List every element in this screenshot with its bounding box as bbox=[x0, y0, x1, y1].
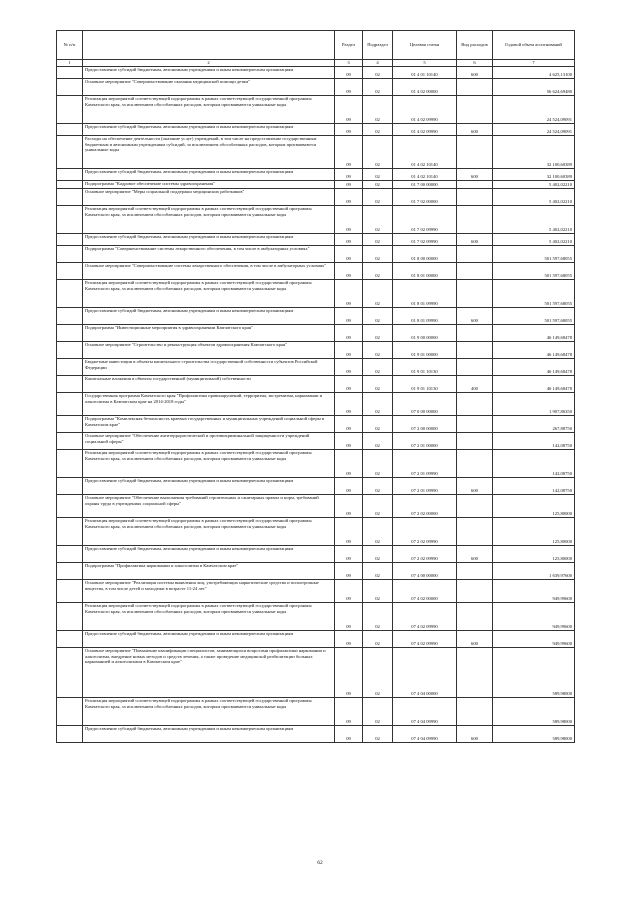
cell-subsection: 02 bbox=[363, 136, 393, 169]
cell-amount: 949,99600 bbox=[493, 631, 575, 648]
table-row bbox=[57, 280, 575, 308]
cell-subsection: 02 bbox=[363, 189, 393, 206]
cell-amount: 4 625,13100 bbox=[493, 67, 575, 79]
cell-section: 09 bbox=[335, 495, 363, 518]
table-row bbox=[57, 67, 575, 79]
cell-expense-type bbox=[457, 518, 493, 546]
cell-target-article: 07 4 02 09990 bbox=[393, 603, 457, 631]
cell-section: 09 bbox=[335, 478, 363, 495]
cell-amount: 125,80000 bbox=[493, 518, 575, 546]
cell-number bbox=[57, 124, 83, 136]
header-expense-type: Вид расходов bbox=[457, 31, 493, 60]
cell-subsection: 02 bbox=[363, 96, 393, 124]
cell-amount: 949,99600 bbox=[493, 603, 575, 631]
cell-expense-type bbox=[457, 246, 493, 263]
cell-section: 09 bbox=[335, 234, 363, 246]
cell-name: Реализация мероприятий соответствующей подпрограммы в рамках соответствующей государственной программы Камчатского края, за исключением обособленных расходов, которым присваиваются уникальные коды bbox=[83, 96, 335, 124]
table-row bbox=[57, 79, 575, 96]
cell-name: Подпрограмма "Совершенствование системы лекарственного обеспечения, в том числе в амбулаторных условиях" bbox=[83, 246, 335, 263]
cell-expense-type bbox=[457, 603, 493, 631]
cell-expense-type: 600 bbox=[457, 631, 493, 648]
cell-expense-type bbox=[457, 325, 493, 342]
cell-expense-type bbox=[457, 280, 493, 308]
cell-expense-type bbox=[457, 580, 493, 603]
cell-amount: 589,98000 bbox=[493, 726, 575, 743]
budget-table bbox=[56, 30, 575, 743]
cell-expense-type bbox=[457, 563, 493, 580]
cell-number bbox=[57, 206, 83, 234]
cell-number bbox=[57, 726, 83, 743]
cell-name: Предоставление субсидий бюджетным, автономным учреждениям и иным некоммерческим организациям bbox=[83, 169, 335, 181]
cell-expense-type bbox=[457, 698, 493, 726]
table-header-row bbox=[57, 31, 575, 60]
cell-amount: 32 100,60389 bbox=[493, 169, 575, 181]
cell-section: 09 bbox=[335, 416, 363, 433]
cell-target-article: 07 2 02 00000 bbox=[393, 495, 457, 518]
cell-number bbox=[57, 631, 83, 648]
cell-target-article: 01 9 01 10130 bbox=[393, 359, 457, 376]
table-row bbox=[57, 563, 575, 580]
table-row bbox=[57, 433, 575, 450]
cell-subsection: 02 bbox=[363, 393, 393, 416]
table-row bbox=[57, 376, 575, 393]
cell-amount: 32 100,60389 bbox=[493, 136, 575, 169]
cell-section: 09 bbox=[335, 181, 363, 189]
table-row bbox=[57, 263, 575, 280]
cell-section: 09 bbox=[335, 631, 363, 648]
cell-subsection: 02 bbox=[363, 79, 393, 96]
cell-subsection: 02 bbox=[363, 518, 393, 546]
cell-subsection: 02 bbox=[363, 495, 393, 518]
cell-section: 09 bbox=[335, 393, 363, 416]
cell-target-article: 01 7 00 00000 bbox=[393, 181, 457, 189]
cell-section: 09 bbox=[335, 450, 363, 478]
cell-section: 09 bbox=[335, 67, 363, 79]
cell-name: Основное мероприятие "Совершенствование системы лекарственного обеспечения, в том числе в амбулаторных условиях" bbox=[83, 263, 335, 280]
cell-amount: 949,99600 bbox=[493, 580, 575, 603]
cell-target-article: 01 4 02 09990 bbox=[393, 124, 457, 136]
cell-number bbox=[57, 246, 83, 263]
col-number: 7 bbox=[493, 60, 575, 67]
cell-expense-type bbox=[457, 206, 493, 234]
cell-number bbox=[57, 450, 83, 478]
cell-section: 09 bbox=[335, 169, 363, 181]
cell-target-article: 07 4 04 09990 bbox=[393, 698, 457, 726]
cell-target-article: 07 2 01 00000 bbox=[393, 433, 457, 450]
header-target-article: Целевая статья bbox=[393, 31, 457, 60]
cell-section: 09 bbox=[335, 726, 363, 743]
cell-subsection: 02 bbox=[363, 124, 393, 136]
cell-subsection: 02 bbox=[363, 450, 393, 478]
cell-name: Реализация мероприятий соответствующей подпрограммы в рамках соответствующей государственной программы Камчатского края, за исключением обособленных расходов, которым присваиваются уникальные коды bbox=[83, 603, 335, 631]
cell-subsection: 02 bbox=[363, 603, 393, 631]
cell-number bbox=[57, 393, 83, 416]
cell-subsection: 02 bbox=[363, 546, 393, 563]
cell-expense-type bbox=[457, 263, 493, 280]
cell-expense-type: 600 bbox=[457, 308, 493, 325]
cell-number bbox=[57, 342, 83, 359]
cell-number bbox=[57, 79, 83, 96]
table-row bbox=[57, 698, 575, 726]
cell-amount: 5 402,02210 bbox=[493, 189, 575, 206]
cell-section: 09 bbox=[335, 546, 363, 563]
cell-number bbox=[57, 359, 83, 376]
cell-number bbox=[57, 280, 83, 308]
cell-expense-type: 400 bbox=[457, 376, 493, 393]
cell-expense-type bbox=[457, 359, 493, 376]
cell-expense-type bbox=[457, 96, 493, 124]
cell-name: Подпрограмма "Кадровое обеспечение системы здравоохранения" bbox=[83, 181, 335, 189]
table-row bbox=[57, 580, 575, 603]
cell-section: 09 bbox=[335, 79, 363, 96]
header-subsection: Подраздел bbox=[363, 31, 393, 60]
cell-name: Предоставление субсидий бюджетным, автономным учреждениям и иным некоммерческим организациям bbox=[83, 234, 335, 246]
cell-expense-type bbox=[457, 495, 493, 518]
cell-number bbox=[57, 96, 83, 124]
col-number: 3 bbox=[335, 60, 363, 67]
cell-amount: 589,98000 bbox=[493, 698, 575, 726]
table-row bbox=[57, 726, 575, 743]
cell-expense-type: 600 bbox=[457, 67, 493, 79]
cell-section: 09 bbox=[335, 433, 363, 450]
cell-amount: 125,80000 bbox=[493, 495, 575, 518]
cell-name: Предоставление субсидий бюджетным, автономным учреждениям и иным некоммерческим организациям bbox=[83, 726, 335, 743]
cell-section: 09 bbox=[335, 376, 363, 393]
cell-name: Подпрограмма "Инвестиционные мероприятия в здравоохранении Камчатского края" bbox=[83, 325, 335, 342]
cell-subsection: 02 bbox=[363, 433, 393, 450]
cell-expense-type bbox=[457, 416, 493, 433]
cell-expense-type bbox=[457, 189, 493, 206]
cell-target-article: 01 4 02 09990 bbox=[393, 96, 457, 124]
cell-section: 09 bbox=[335, 263, 363, 280]
table-row bbox=[57, 169, 575, 181]
cell-subsection: 02 bbox=[363, 563, 393, 580]
column-number-row bbox=[57, 60, 575, 67]
cell-name: Основное мероприятие "Повышение квалификации специалистов, занимающихся вопросами профилактики наркомании и алкоголизма, внедрение новых методов и средств лечения, а также проведение медицинской реабилитации больных наркоманией и алкоголизмом в Камчатском крае" bbox=[83, 648, 335, 698]
cell-subsection: 02 bbox=[363, 67, 393, 79]
cell-number bbox=[57, 136, 83, 169]
cell-number bbox=[57, 603, 83, 631]
col-number: 2 bbox=[83, 60, 335, 67]
cell-amount: 24 524,09091 bbox=[493, 96, 575, 124]
cell-subsection: 02 bbox=[363, 726, 393, 743]
table-row bbox=[57, 181, 575, 189]
cell-target-article: 07 2 02 09990 bbox=[393, 518, 457, 546]
cell-amount: 1 639,97600 bbox=[493, 563, 575, 580]
cell-section: 09 bbox=[335, 96, 363, 124]
cell-amount: 142,08750 bbox=[493, 478, 575, 495]
cell-subsection: 02 bbox=[363, 308, 393, 325]
document-page bbox=[56, 30, 574, 743]
cell-expense-type bbox=[457, 79, 493, 96]
cell-name: Основное мероприятие "Строительство и реконструкция объектов здравоохранения Камчатского края" bbox=[83, 342, 335, 359]
cell-target-article: 01 9 00 00000 bbox=[393, 325, 457, 342]
cell-expense-type bbox=[457, 648, 493, 698]
cell-number bbox=[57, 376, 83, 393]
cell-subsection: 02 bbox=[363, 631, 393, 648]
cell-number bbox=[57, 698, 83, 726]
cell-section: 09 bbox=[335, 342, 363, 359]
cell-expense-type bbox=[457, 393, 493, 416]
cell-amount: 24 524,09091 bbox=[493, 124, 575, 136]
cell-target-article: 01 9 01 10130 bbox=[393, 376, 457, 393]
cell-name: Капитальные вложения в объекты государственной (муниципальной) собственности bbox=[83, 376, 335, 393]
cell-amount: 5 402,02210 bbox=[493, 234, 575, 246]
cell-amount: 142,08750 bbox=[493, 450, 575, 478]
cell-number bbox=[57, 308, 83, 325]
cell-name: Подпрограмма "Комплексная безопасность краевых государственных и муниципальных учреждений социальной сферы в Камчатском крае" bbox=[83, 416, 335, 433]
cell-target-article: 07 4 00 00000 bbox=[393, 563, 457, 580]
cell-number bbox=[57, 478, 83, 495]
cell-section: 09 bbox=[335, 206, 363, 234]
table-row bbox=[57, 124, 575, 136]
cell-section: 09 bbox=[335, 136, 363, 169]
cell-name: Предоставление субсидий бюджетным, автономным учреждениям и иным некоммерческим организациям bbox=[83, 124, 335, 136]
cell-number bbox=[57, 580, 83, 603]
cell-number bbox=[57, 189, 83, 206]
cell-amount: 501 597,68055 bbox=[493, 246, 575, 263]
table-row bbox=[57, 631, 575, 648]
cell-expense-type: 600 bbox=[457, 726, 493, 743]
cell-expense-type: 600 bbox=[457, 234, 493, 246]
cell-amount: 46 149,68478 bbox=[493, 359, 575, 376]
cell-target-article: 01 8 01 09990 bbox=[393, 280, 457, 308]
cell-name: Реализация мероприятий соответствующей подпрограммы в рамках соответствующей государственной программы Камчатского края, за исключением обособленных расходов, которым присваиваются уникальные коды bbox=[83, 280, 335, 308]
page-number: 62 bbox=[317, 860, 323, 866]
table-row bbox=[57, 206, 575, 234]
cell-target-article: 01 4 02 00000 bbox=[393, 79, 457, 96]
table-row bbox=[57, 648, 575, 698]
table-row bbox=[57, 342, 575, 359]
table-row bbox=[57, 478, 575, 495]
cell-name: Государственная программа Камчатского края "Профилактика правонарушений, терроризма, экстремизма, наркомании и алкоголизма в Камчатском крае на 2014-2018 годы" bbox=[83, 393, 335, 416]
cell-subsection: 02 bbox=[363, 376, 393, 393]
cell-number bbox=[57, 495, 83, 518]
cell-section: 09 bbox=[335, 325, 363, 342]
cell-section: 09 bbox=[335, 698, 363, 726]
cell-expense-type bbox=[457, 136, 493, 169]
cell-expense-type bbox=[457, 342, 493, 359]
cell-target-article: 01 7 02 09990 bbox=[393, 234, 457, 246]
table-row bbox=[57, 246, 575, 263]
cell-expense-type bbox=[457, 450, 493, 478]
cell-target-article: 07 2 02 09990 bbox=[393, 546, 457, 563]
cell-subsection: 02 bbox=[363, 580, 393, 603]
cell-name: Предоставление субсидий бюджетным, автономным учреждениям и иным некоммерческим организациям bbox=[83, 546, 335, 563]
cell-expense-type: 600 bbox=[457, 124, 493, 136]
cell-amount: 142,08750 bbox=[493, 433, 575, 450]
header-name bbox=[83, 31, 335, 60]
cell-target-article: 01 4 01 10140 bbox=[393, 67, 457, 79]
cell-target-article: 07 4 02 00000 bbox=[393, 580, 457, 603]
cell-expense-type: 600 bbox=[457, 169, 493, 181]
cell-amount: 501 597,68055 bbox=[493, 308, 575, 325]
cell-amount: 46 149,68478 bbox=[493, 342, 575, 359]
cell-section: 09 bbox=[335, 563, 363, 580]
cell-number bbox=[57, 234, 83, 246]
cell-subsection: 02 bbox=[363, 263, 393, 280]
cell-amount: 589,98000 bbox=[493, 648, 575, 698]
cell-section: 09 bbox=[335, 124, 363, 136]
cell-target-article: 07 4 02 09990 bbox=[393, 631, 457, 648]
cell-amount: 56 624,69480 bbox=[493, 79, 575, 96]
table-row bbox=[57, 234, 575, 246]
cell-number bbox=[57, 169, 83, 181]
cell-target-article: 01 4 02 10140 bbox=[393, 136, 457, 169]
cell-target-article: 01 7 02 09990 bbox=[393, 206, 457, 234]
table-row bbox=[57, 546, 575, 563]
cell-target-article: 01 8 01 09990 bbox=[393, 308, 457, 325]
cell-section: 09 bbox=[335, 359, 363, 376]
col-number: 1 bbox=[57, 60, 83, 67]
header-number: № п/п bbox=[57, 31, 83, 60]
cell-number bbox=[57, 563, 83, 580]
cell-target-article: 01 4 02 10140 bbox=[393, 169, 457, 181]
col-number: 5 bbox=[393, 60, 457, 67]
header-annual-amount: Годовой объем ассигнований bbox=[493, 31, 575, 60]
table-row bbox=[57, 393, 575, 416]
cell-subsection: 02 bbox=[363, 698, 393, 726]
cell-expense-type: 600 bbox=[457, 478, 493, 495]
table-row bbox=[57, 603, 575, 631]
cell-amount: 5 402,02210 bbox=[493, 181, 575, 189]
cell-expense-type bbox=[457, 181, 493, 189]
cell-target-article: 01 8 00 00000 bbox=[393, 246, 457, 263]
cell-number bbox=[57, 648, 83, 698]
cell-name: Реализация мероприятий соответствующей подпрограммы в рамках соответствующей государственной программы Камчатского края, за исключением обособленных расходов, которым присваиваются уникальные коды bbox=[83, 698, 335, 726]
cell-subsection: 02 bbox=[363, 206, 393, 234]
cell-number bbox=[57, 263, 83, 280]
cell-target-article: 07 2 01 09990 bbox=[393, 478, 457, 495]
cell-number bbox=[57, 518, 83, 546]
cell-target-article: 07 2 00 00000 bbox=[393, 416, 457, 433]
cell-expense-type bbox=[457, 433, 493, 450]
cell-section: 09 bbox=[335, 648, 363, 698]
cell-subsection: 02 bbox=[363, 234, 393, 246]
cell-amount: 501 597,68055 bbox=[493, 263, 575, 280]
cell-section: 09 bbox=[335, 603, 363, 631]
cell-subsection: 02 bbox=[363, 342, 393, 359]
cell-amount: 46 149,68478 bbox=[493, 325, 575, 342]
cell-section: 09 bbox=[335, 246, 363, 263]
cell-section: 09 bbox=[335, 308, 363, 325]
cell-name: Реализация мероприятий соответствующей подпрограммы в рамках соответствующей государственной программы Камчатского края, за исключением обособленных расходов, которым присваиваются уникальные коды bbox=[83, 450, 335, 478]
cell-number bbox=[57, 181, 83, 189]
cell-subsection: 02 bbox=[363, 648, 393, 698]
cell-section: 09 bbox=[335, 518, 363, 546]
cell-name: Предоставление субсидий бюджетным, автономным учреждениям и иным некоммерческим организациям bbox=[83, 67, 335, 79]
cell-subsection: 02 bbox=[363, 246, 393, 263]
cell-target-article: 07 4 04 00000 bbox=[393, 648, 457, 698]
cell-number bbox=[57, 416, 83, 433]
cell-amount: 125,80000 bbox=[493, 546, 575, 563]
table-row bbox=[57, 450, 575, 478]
cell-name: Бюджетные инвестиции в объекты капитального строительства государственной собственности субъектов Российской Федерации bbox=[83, 359, 335, 376]
cell-target-article: 01 9 01 00000 bbox=[393, 342, 457, 359]
table-row bbox=[57, 136, 575, 169]
cell-amount: 46 149,68478 bbox=[493, 376, 575, 393]
cell-target-article: 01 7 02 00000 bbox=[393, 189, 457, 206]
cell-name: Основное мероприятие "Реализация системы выявления лиц, употребляющих наркотические средства и психотропные вещества, в том числе детей и молодежи в возрасте 11-24 лет" bbox=[83, 580, 335, 603]
col-number: 4 bbox=[363, 60, 393, 67]
table-row bbox=[57, 416, 575, 433]
table-row bbox=[57, 96, 575, 124]
cell-amount: 1 907,86350 bbox=[493, 393, 575, 416]
cell-section: 09 bbox=[335, 189, 363, 206]
cell-name: Реализация мероприятий соответствующей подпрограммы в рамках соответствующей государственной программы Камчатского края, за исключением обособленных расходов, которым присваиваются уникальные коды bbox=[83, 518, 335, 546]
cell-name: Предоставление субсидий бюджетным, автономным учреждениям и иным некоммерческим организациям bbox=[83, 308, 335, 325]
cell-target-article: 07 0 00 00000 bbox=[393, 393, 457, 416]
col-number: 6 bbox=[457, 60, 493, 67]
cell-subsection: 02 bbox=[363, 325, 393, 342]
cell-number bbox=[57, 325, 83, 342]
cell-subsection: 02 bbox=[363, 280, 393, 308]
cell-subsection: 02 bbox=[363, 478, 393, 495]
cell-name: Подпрограмма "Профилактика наркомании и алкоголизма в Камчатском крае" bbox=[83, 563, 335, 580]
cell-name: Реализация мероприятий соответствующей подпрограммы в рамках соответствующей государственной программы Камчатского края, за исключением обособленных расходов, которым присваиваются уникальные коды bbox=[83, 206, 335, 234]
cell-amount: 267,88750 bbox=[493, 416, 575, 433]
cell-target-article: 07 2 01 09990 bbox=[393, 450, 457, 478]
cell-subsection: 02 bbox=[363, 416, 393, 433]
table-row bbox=[57, 308, 575, 325]
cell-name: Основное мероприятие "Совершенствование оказания медицинской помощи детям" bbox=[83, 79, 335, 96]
table-row bbox=[57, 359, 575, 376]
cell-number bbox=[57, 546, 83, 563]
cell-subsection: 02 bbox=[363, 169, 393, 181]
table-row bbox=[57, 495, 575, 518]
cell-name: Основное мероприятие "Обеспечение выполнения требований строительных и санитарных правил и норм, требований охраны труда в учреждениях социальной сферы" bbox=[83, 495, 335, 518]
cell-name: Основное мероприятие "Меры социальной поддержки медицинских работников" bbox=[83, 189, 335, 206]
header-section: Раздел bbox=[335, 31, 363, 60]
cell-name: Расходы на обеспечение деятельности (оказание услуг) учреждений, в том числе на предоставление государственным бюджетным и автономным учреждениям субсидий, за исключением обособленных расходов, которым присваиваются уникальные коды bbox=[83, 136, 335, 169]
table-row bbox=[57, 325, 575, 342]
cell-section: 09 bbox=[335, 280, 363, 308]
table-body bbox=[57, 67, 575, 743]
cell-amount: 5 402,02210 bbox=[493, 206, 575, 234]
cell-name: Основное мероприятие "Обеспечение антитеррористической и противокриминальной защищенности учреждений социальной сферы" bbox=[83, 433, 335, 450]
table-row bbox=[57, 518, 575, 546]
table-row bbox=[57, 189, 575, 206]
cell-name: Предоставление субсидий бюджетным, автономным учреждениям и иным некоммерческим организациям bbox=[83, 478, 335, 495]
cell-name: Предоставление субсидий бюджетным, автономным учреждениям и иным некоммерческим организациям bbox=[83, 631, 335, 648]
cell-expense-type: 600 bbox=[457, 546, 493, 563]
cell-subsection: 02 bbox=[363, 359, 393, 376]
cell-amount: 501 597,68055 bbox=[493, 280, 575, 308]
cell-subsection: 02 bbox=[363, 181, 393, 189]
cell-target-article: 01 8 01 00000 bbox=[393, 263, 457, 280]
cell-section: 09 bbox=[335, 580, 363, 603]
cell-number bbox=[57, 433, 83, 450]
cell-target-article: 07 4 04 09990 bbox=[393, 726, 457, 743]
cell-number bbox=[57, 67, 83, 79]
